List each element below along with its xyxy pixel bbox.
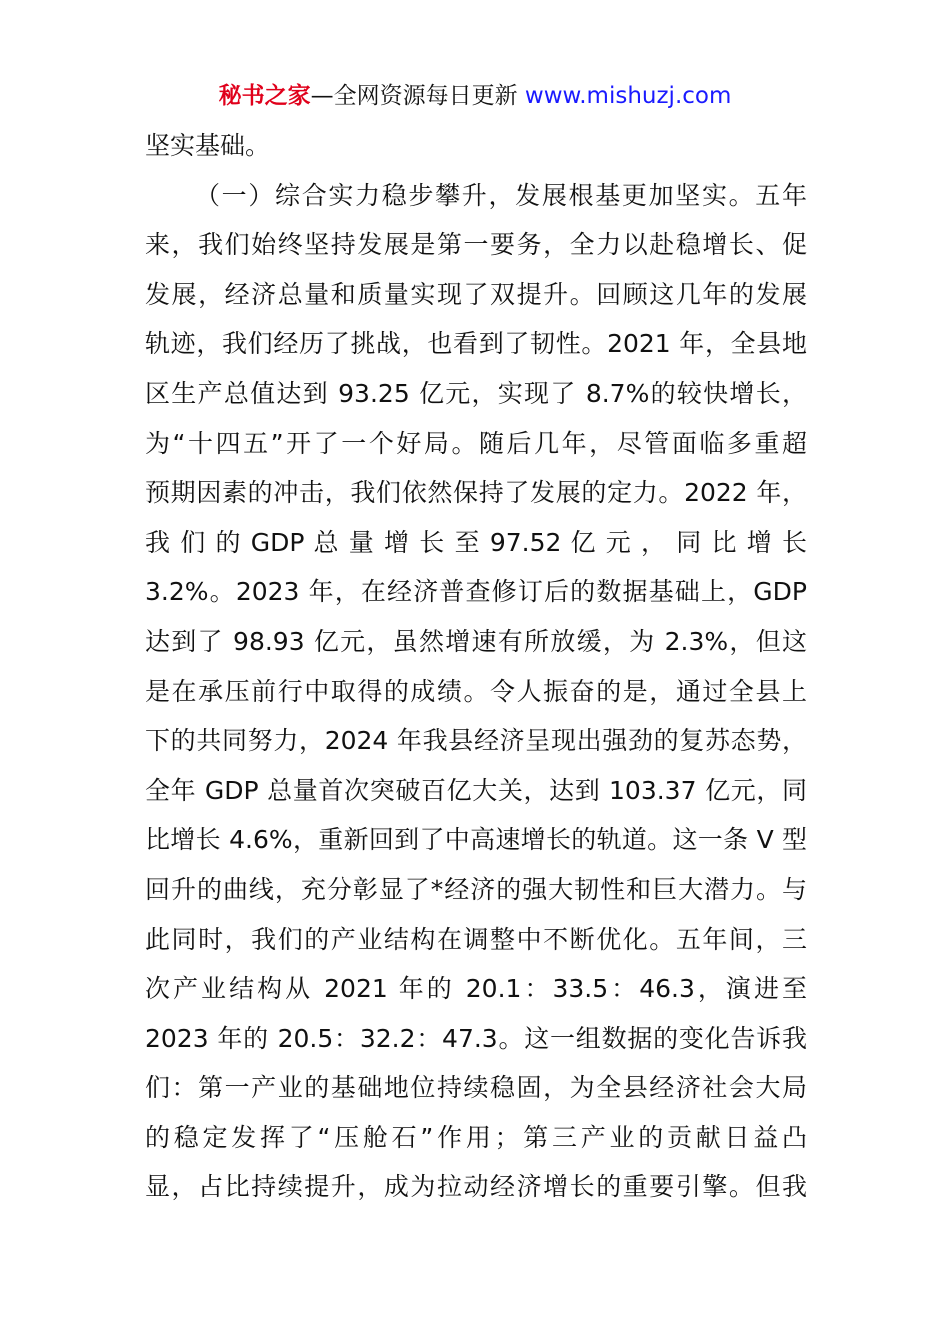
text-line: 预期因素的冲击，我们依然保持了发展的定力。2022 年， <box>145 478 807 508</box>
text-line: 显，占比持续提升，成为拉动经济增长的重要引擎。但我 <box>145 1172 807 1202</box>
text-line: 比增长 4.6%，重新回到了中高速增长的轨道。这一条 V 型 <box>145 825 807 855</box>
brand-name: 秘书之家 <box>218 83 311 109</box>
document-body <box>145 121 807 1212</box>
text-line: 的稳定发挥了“压舱石”作用；第三产业的贡献日益凸 <box>145 1122 807 1152</box>
text-line: 2023 年的 20.5：32.2：47.3。这一组数据的变化告诉我 <box>145 1023 807 1053</box>
text-line: 达到了 98.93 亿元，虽然增速有所放缓，为 2.3%，但这 <box>145 626 807 656</box>
text-line: 次产业结构从 2021 年的 20.1：33.5：46.3，演进至 <box>145 974 807 1004</box>
text-line: 为“十四五”开了一个好局。随后几年，尽管面临多重超 <box>145 428 807 458</box>
text-line: 是在承压前行中取得的成绩。令人振奋的是，通过全县上 <box>145 676 807 706</box>
paragraph-first-line: （一）综合实力稳步攀升，发展根基更加坚实。五年 <box>195 180 807 210</box>
text-line: 全年 GDP 总量首次突破百亿大关，达到 103.37 亿元，同 <box>145 775 807 805</box>
text-line: 们：第一产业的基础地位持续稳固，为全县经济社会大局 <box>145 1073 807 1103</box>
text-line: 此同时，我们的产业结构在调整中不断优化。五年间，三 <box>145 924 807 954</box>
text-line: 坚实基础。 <box>145 131 271 160</box>
header-tagline: —全网资源每日更新 <box>310 83 525 109</box>
site-header <box>0 80 950 112</box>
text-line: 轨迹，我们经历了挑战，也看到了韧性。2021 年，全县地 <box>145 329 807 359</box>
text-line: 来，我们始终坚持发展是第一要务，全力以赴稳增长、促 <box>145 230 807 260</box>
text-line: 3.2%。2023 年，在经济普查修订后的数据基础上，GDP <box>145 577 807 607</box>
text-line: 我 们 的 GDP 总 量 增 长 至 97.52 亿 元 ， 同 比 增 长 <box>145 527 807 557</box>
text-line: 发展，经济总量和质量实现了双提升。回顾这几年的发展 <box>145 279 807 309</box>
site-url[interactable]: www.mishuzj.com <box>524 83 732 109</box>
text-line: 区生产总值达到 93.25 亿元，实现了 8.7%的较快增长， <box>145 378 807 408</box>
text-line: 回升的曲线，充分彰显了*经济的强大韧性和巨大潜力。与 <box>145 874 807 904</box>
text-line: 下的共同努力，2024 年我县经济呈现出强劲的复苏态势， <box>145 726 807 756</box>
